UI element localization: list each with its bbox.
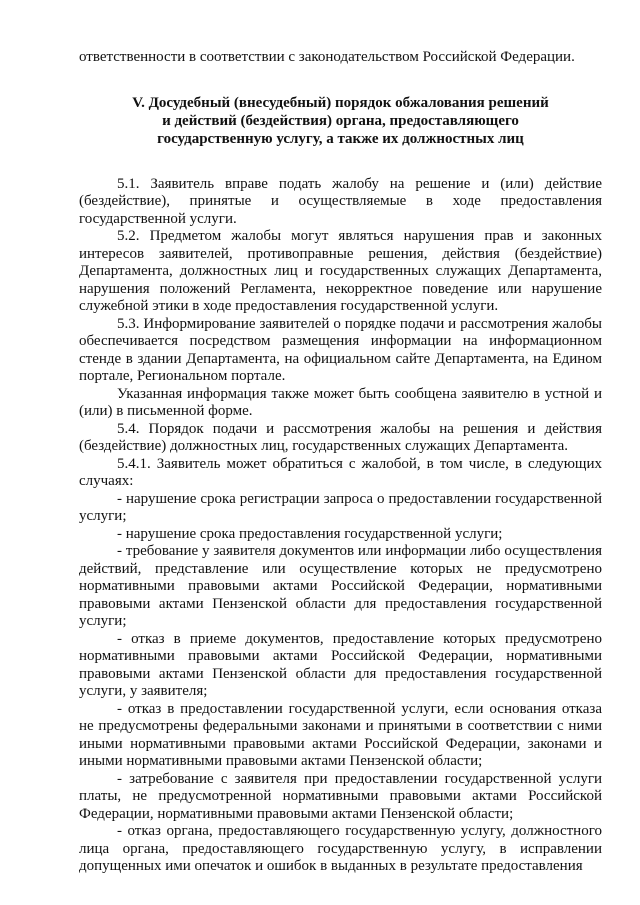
page-content <box>79 49 602 876</box>
paragraph-5-1: 5.1. Заявитель вправе подать жалобу на решение и (или) действие (бездействие), принятые и осуществляемые в ходе предоставления государственной услуги. <box>79 175 602 227</box>
heading-line-3: государственную услугу, а также их должностных лиц <box>157 130 524 147</box>
list-item-service-refusal: - отказ в предоставлении государственной услуги, если основания отказа не предусмотрены федеральными законами и принятыми в соответствии с ними иными нормативными правовыми актами Российской Федерации, законами и иными нормативными правовыми актами Пензенской области; <box>79 700 602 769</box>
list-item-fee-demand: - затребование с заявителя при предоставлении государственной услуги платы, не предусмотренной нормативными правовыми актами Российской Федерации, нормативными правовыми актами Пензенской области; <box>79 770 602 822</box>
paragraph-5-3: 5.3. Информирование заявителей о порядке подачи и рассмотрения жалобы обеспечивается посредством размещения информации на информационном стенде в здании Департамента, на официальном сайте Департамента, на Едином портале, Региональном портале. <box>79 315 602 384</box>
top-line: ответственности в соответствии с законодательством Российской Федерации. <box>79 49 575 65</box>
paragraph-info-note: Указанная информация также может быть сообщена заявителю в устной и (или) в письменной форме. <box>79 385 602 419</box>
list-item-correction-refusal: - отказ органа, предоставляющего государственную услугу, должностного лица органа, предоставляющего государственную услугу, в исправлении допущенных ими опечаток и ошибок в выданных в результате предоставления <box>79 823 602 874</box>
list-item-document-requirement: - требование у заявителя документов или информации либо осуществления действий, представление или осуществление которых не предусмотрено нормативными правовыми актами Российской Федерации, нормативными правовыми актами Пензенской области для предоставления государственной услуги; <box>79 543 602 629</box>
list-item-registration-deadline: - нарушение срока регистрации запроса о предоставлении государственной услуги; <box>79 490 602 524</box>
list-item-document-refusal: - отказ в приеме документов, предоставление которых предусмотрено нормативными правовыми актами Российской Федерации, нормативными правовыми актами Пензенской области для предоставления государственной услуги, у заявителя; <box>79 630 602 699</box>
heading-line-1: V. Досудебный (внесудебный) порядок обжалования решений <box>132 94 549 111</box>
paragraph-5-4-1: 5.4.1. Заявитель может обратиться с жалобой, в том числе, в следующих случаях: <box>79 455 602 489</box>
list-item-service-deadline: - нарушение срока предоставления государственной услуги; <box>117 525 503 542</box>
paragraph-5-4: 5.4. Порядок подачи и рассмотрения жалобы на решения и действия (бездействие) должностных лиц, государственных служащих Департамента. <box>79 420 602 454</box>
heading-line-2: и действий (бездействия) органа, предоставляющего <box>162 112 519 129</box>
section-heading <box>79 94 602 148</box>
paragraph-5-2: 5.2. Предметом жалобы могут являться нарушения прав и законных интересов заявителей, противоправные решения, действия (бездействие) Департамента, должностных лиц и государственных служащих Департамента, нарушения положений Регламента, некорректное поведение или нарушение служебной этики в ходе предоставления государственной услуги. <box>79 228 602 314</box>
